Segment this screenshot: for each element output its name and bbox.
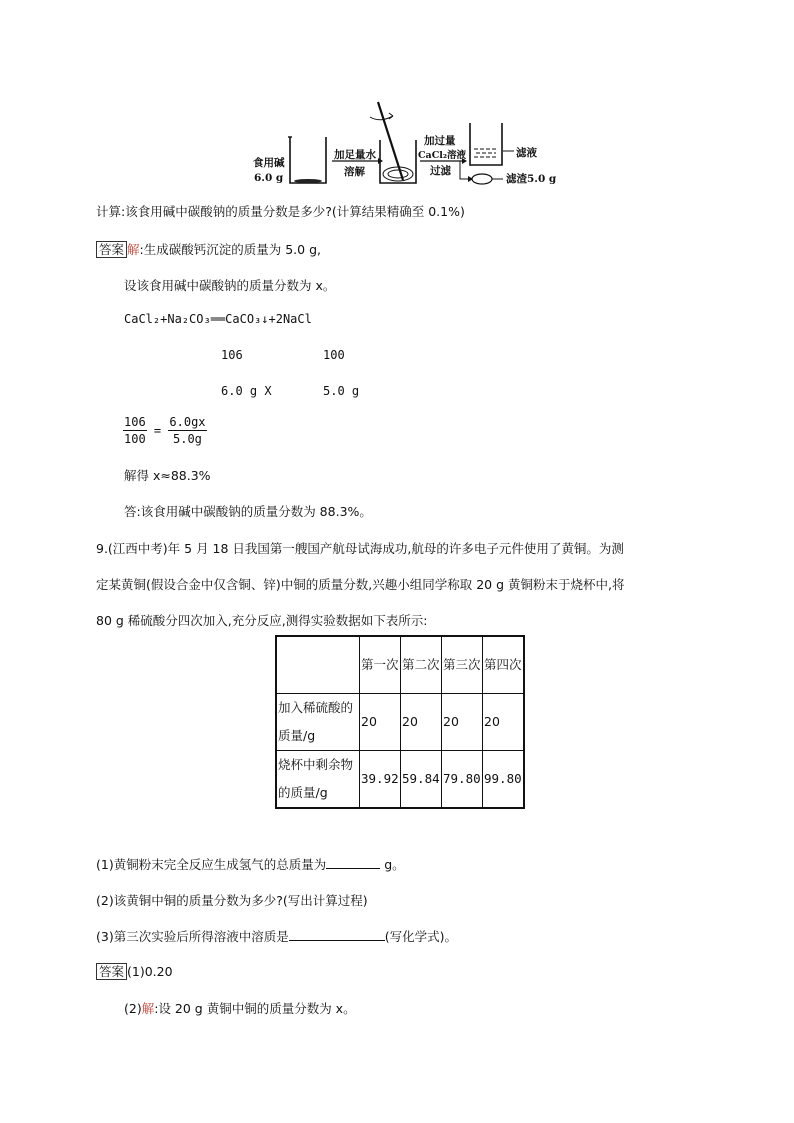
filtrate-label: 滤液 [516,147,537,159]
table-cell: 99.80 [483,751,525,809]
q8-ratio-right-2: 5.0 g [323,384,360,398]
table-cell: 20 [483,694,525,751]
answer-tag: 答案 [96,241,127,258]
table-cell: 39.92 [360,751,401,809]
answer-text: (1)0.20 [127,964,173,979]
arrow2-top-label: 加过量 [424,135,456,147]
jie-label: 解 [127,242,140,257]
table-header-cell: 第二次 [401,636,442,694]
fraction-left-denominator: 100 [124,432,146,446]
table-cell: 59.84 [401,751,442,809]
q9-sub3 [96,927,457,945]
fraction-right-numerator: 6.0gx [169,415,206,429]
q8-final-answer: 答:该食用碱中碳酸钠的质量分数为 88.3%。 [124,504,372,519]
q9-line2: 定某黄铜(假设合金中仅含铜、锌)中铜的质量分数,兴趣小组同学称取 20 g 黄铜粉末于烧杯中,将 [96,577,625,592]
answer-text: :生成碳酸钙沉淀的质量为 5.0 g, [139,242,321,257]
q8-ratio-left-1: 106 [221,348,243,362]
fraction-right [168,414,206,447]
q9-line1: 9.(江西中考)年 5 月 18 日我国第一艘国产航母试海成功,航母的许多电子元件使用了黄铜。为测 [96,541,624,556]
sub1-unit: g。 [380,857,405,872]
fraction-right-denominator: 5.0g [173,432,202,446]
sub3-suffix: (写化学式)。 [384,929,457,944]
table-header-cell: 第一次 [360,636,401,694]
answer-tag: 答案 [96,963,127,980]
q9-sub2: (2)该黄铜中铜的质量分数为多少?(写出计算过程) [96,893,368,908]
q8-solve: 解得 x≈88.3% [124,468,211,483]
experiment-diagram [250,95,557,190]
experiment-diagram-art [250,95,550,190]
q8-ratio-left-2: 6.0 g X [221,384,272,398]
arrow1-bottom-label: 溶解 [344,166,365,178]
arrow2-mid-label: CaCl₂溶液 [418,150,467,161]
sub1-blank[interactable] [326,868,380,869]
table-row [276,694,524,751]
beaker1-mass: 6.0 g [254,172,284,184]
sub3-prompt: (3)第三次实验后所得溶液中溶质是 [96,929,289,944]
answer-part2-text: :设 20 g 黄铜中铜的质量分数为 x。 [154,1001,356,1016]
answer-part2-index: (2) [124,1001,142,1016]
fraction-left-numerator: 106 [124,415,146,429]
table-cell: 20 [442,694,483,751]
table-cell: 20 [360,694,401,751]
table-row-label: 烧杯中剩余物的质量/g [276,751,360,809]
arrow2-bottom-label: 过滤 [430,165,451,177]
q9-answer-line2 [124,999,356,1017]
q8-assumption: 设该食用碱中碳酸钠的质量分数为 x。 [124,278,336,293]
q8-ratio-right-1: 100 [323,348,345,362]
beaker1-label: 食用碱 [253,157,285,169]
table-header-row [276,636,524,694]
q8-answer-line1 [96,240,321,258]
fraction-left [123,414,147,447]
table-cell: 20 [401,694,442,751]
q9-answer-line1 [96,963,173,980]
q8-question: 计算:该食用碱中碳酸钠的质量分数是多少?(计算结果精确至 0.1%) [96,204,465,219]
fraction-equals: = [153,423,162,438]
residue-label: 滤渣5.0 g [506,173,557,185]
table-header-cell: 第三次 [442,636,483,694]
q9-sub1 [96,855,405,873]
table-cell: 79.80 [442,751,483,809]
table-row-label: 加入稀硫酸的质量/g [276,694,360,751]
q8-proportion [123,414,207,447]
arrow1-top-label: 加足量水 [334,149,376,161]
jie-label: 解 [141,1001,155,1016]
sub1-prompt: (1)黄铜粉末完全反应生成氢气的总质量为 [96,857,327,872]
q9-line3: 80 g 稀硫酸分四次加入,充分反应,测得实验数据如下表所示: [96,613,428,628]
table-header-cell: 第四次 [483,636,525,694]
q8-equation: CaCl₂+Na₂CO₃══CaCO₃↓+2NaCl [124,312,312,326]
table-header-cell [276,636,360,694]
sub3-blank[interactable] [289,940,385,941]
data-table [275,635,525,809]
table-row [276,751,524,809]
